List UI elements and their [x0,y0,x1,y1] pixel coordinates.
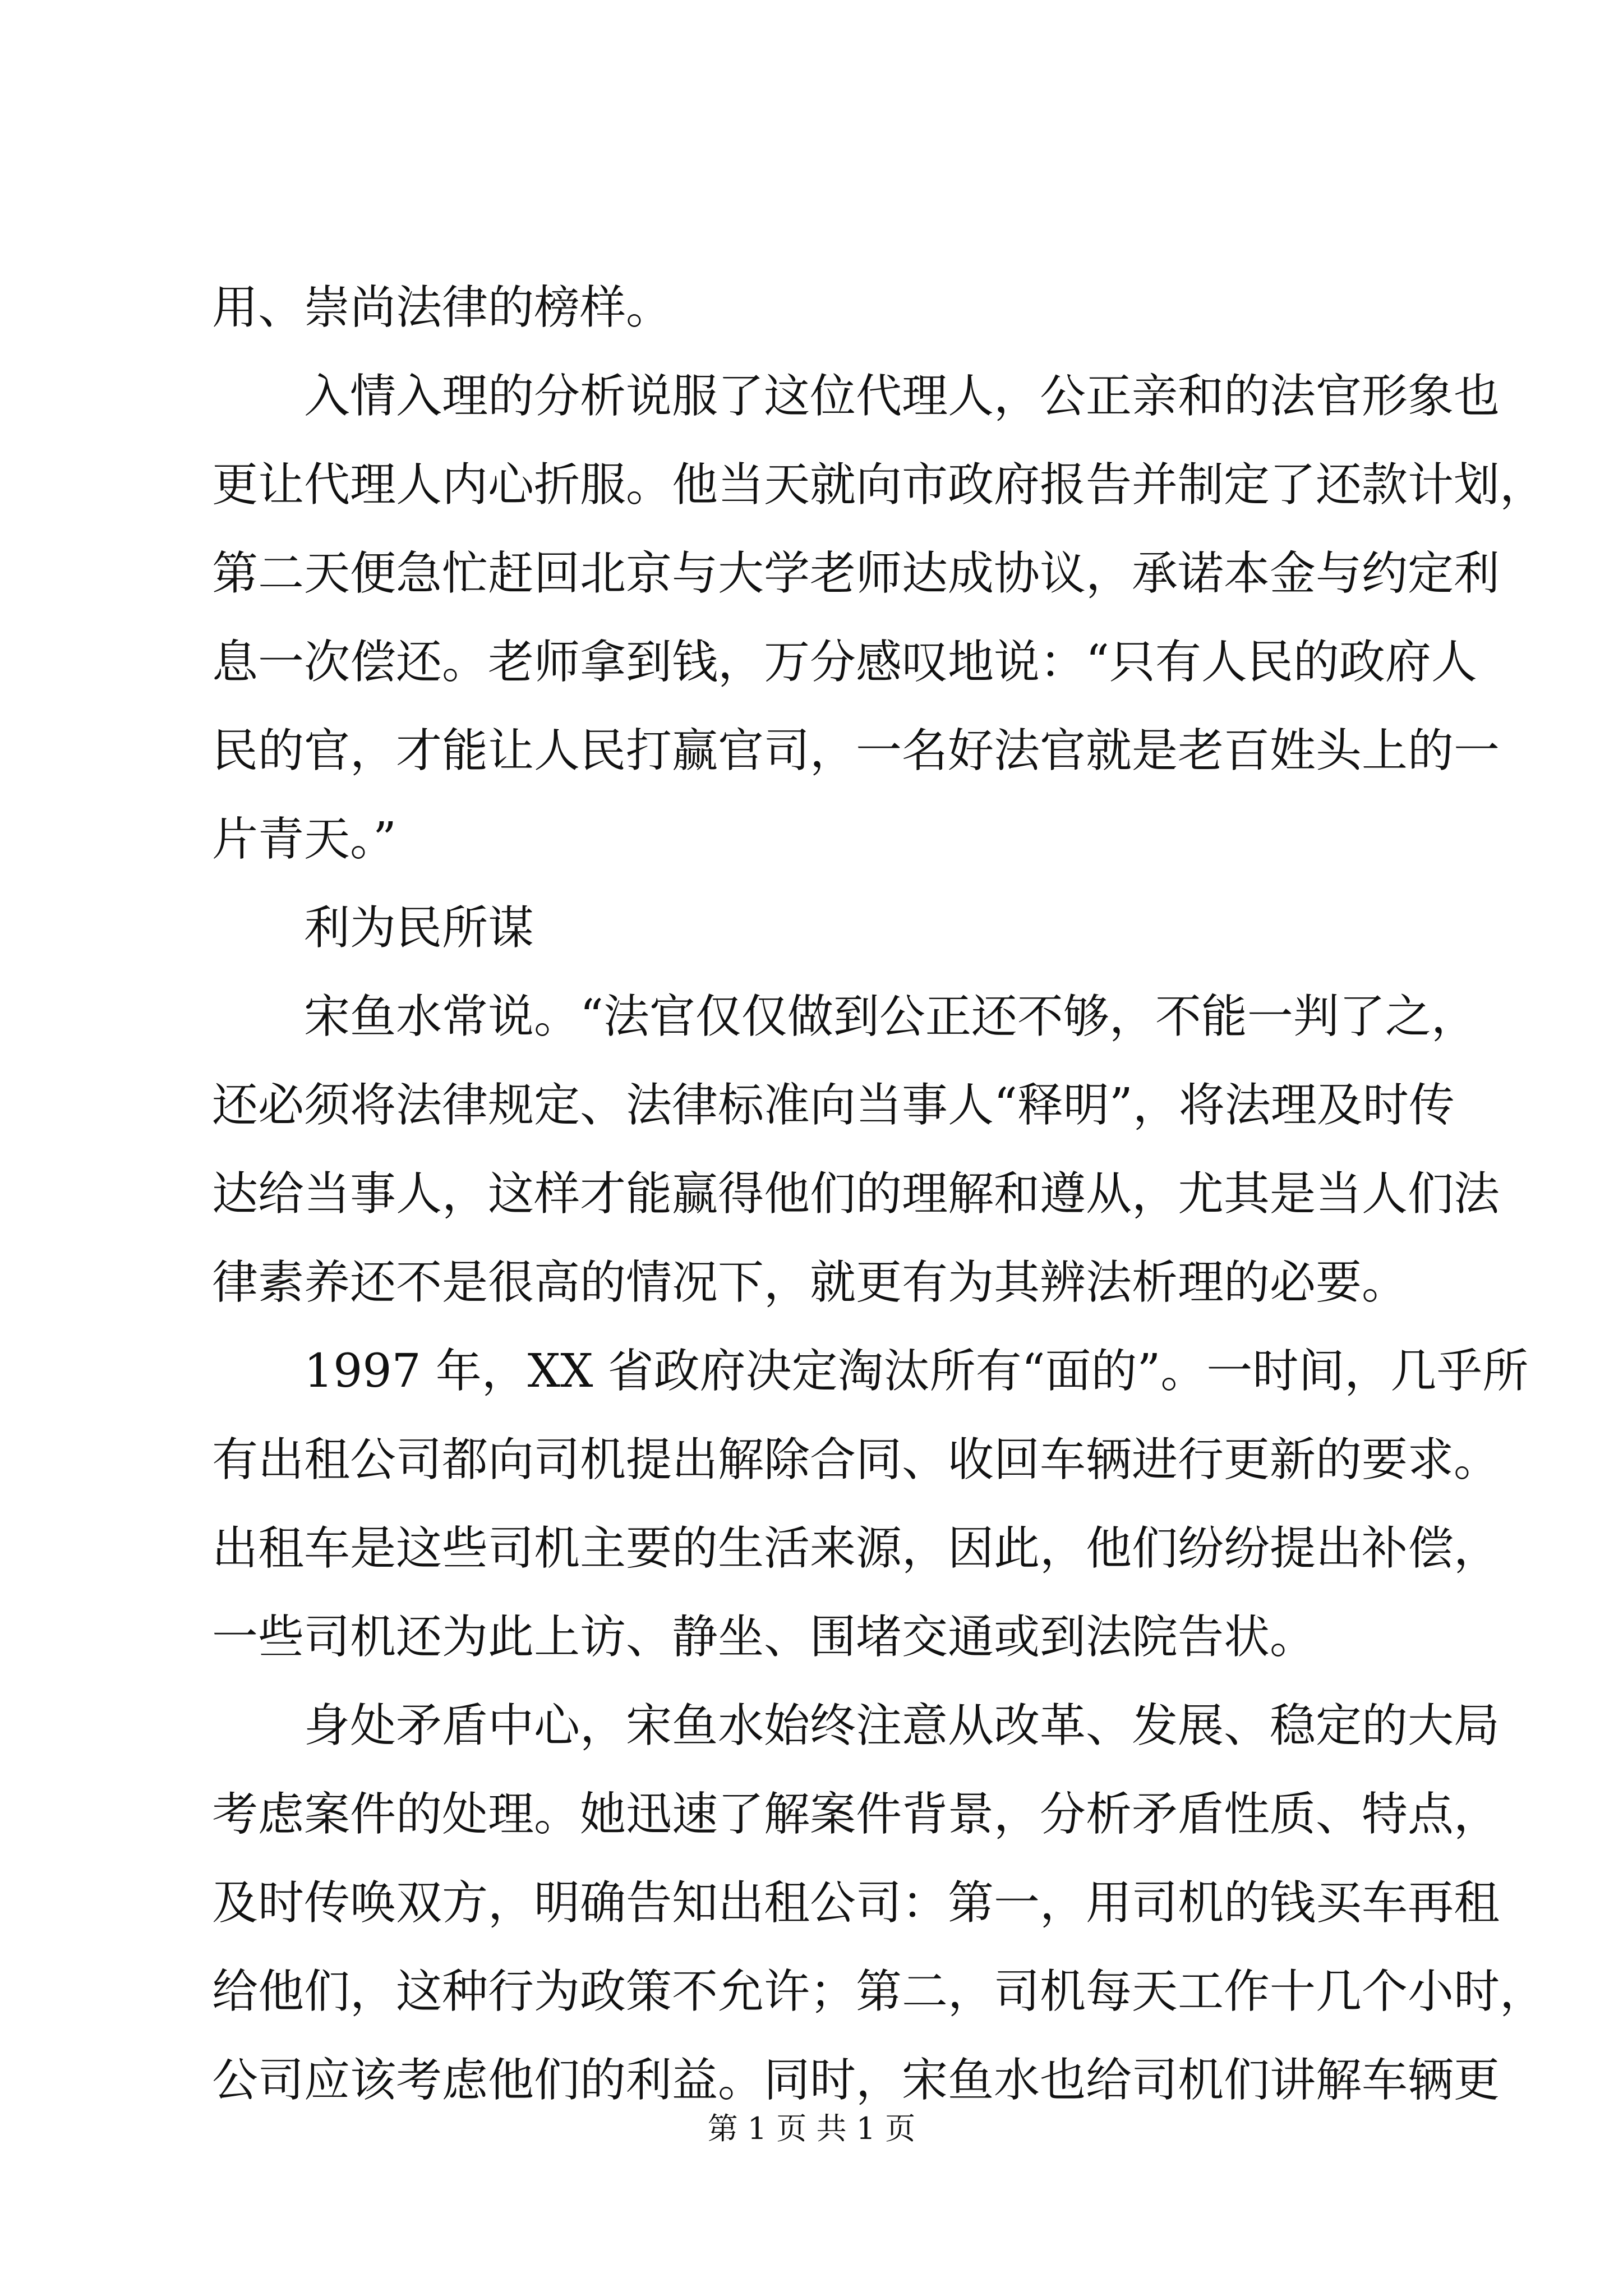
text-line: 还必须将法律规定、法律标准向当事人“释明”，将法理及时传 [212,1079,1455,1132]
text-line: 有出租公司都向司机提出解除合同、收回车辆进行更新的要求。 [212,1433,1500,1487]
document-body [212,264,1546,2125]
text-line: 一些司机还为此上访、静坐、围堵交通或到法院告状。 [212,1611,1316,1664]
text-line: 公司应该考虑他们的利益。同时，宋鱼水也给司机们讲解车辆更 [212,2054,1500,2107]
text-line: 出租车是这些司机主要的生活来源，因此，他们纷纷提出补偿， [212,1522,1500,1575]
paragraph-first-line: 1997 年，XX 省政府决定淘汰所有“面的”。一时间，几乎所 [304,1345,1529,1398]
text-line: 民的官，才能让人民打赢官司，一名好法官就是老百姓头上的一 [212,724,1500,777]
section-heading: 利为民所谋 [304,901,534,955]
text-line: 更让代理人内心折服。他当天就向市政府报告并制定了还款计划， [212,458,1546,512]
paragraph-first-line: 宋鱼水常说。“法官仅仅做到公正还不够，不能一判了之， [304,990,1477,1043]
text-line: 给他们，这种行为政策不允许；第二，司机每天工作十几个小时， [212,1965,1546,2018]
text-line: 用、崇尚法律的榜样。 [212,281,672,334]
text-line: 第二天便急忙赶回北京与大学老师达成协议，承诺本金与约定利 [212,547,1500,600]
text-line: 律素养还不是很高的情况下，就更有为其辨法析理的必要。 [212,1256,1408,1309]
page-footer: 第 1 页 共 1 页 [707,2111,916,2146]
text-line: 息一次偿还。老师拿到钱，万分感叹地说：“只有人民的政府人 [212,636,1477,689]
text-line: 考虑案件的处理。她迅速了解案件背景，分析矛盾性质、特点， [212,1788,1500,1841]
paragraph-first-line: 入情入理的分析说服了这位代理人，公正亲和的法官形象也 [304,370,1500,423]
text-line: 及时传唤双方，明确告知出租公司：第一，用司机的钱买车再租 [212,1876,1500,1930]
text-line: 达给当事人，这样才能赢得他们的理解和遵从，尤其是当人们法 [212,1167,1500,1221]
text-line: 片青天。” [212,813,396,866]
paragraph-first-line: 身处矛盾中心，宋鱼水始终注意从改革、发展、稳定的大局 [304,1699,1500,1752]
